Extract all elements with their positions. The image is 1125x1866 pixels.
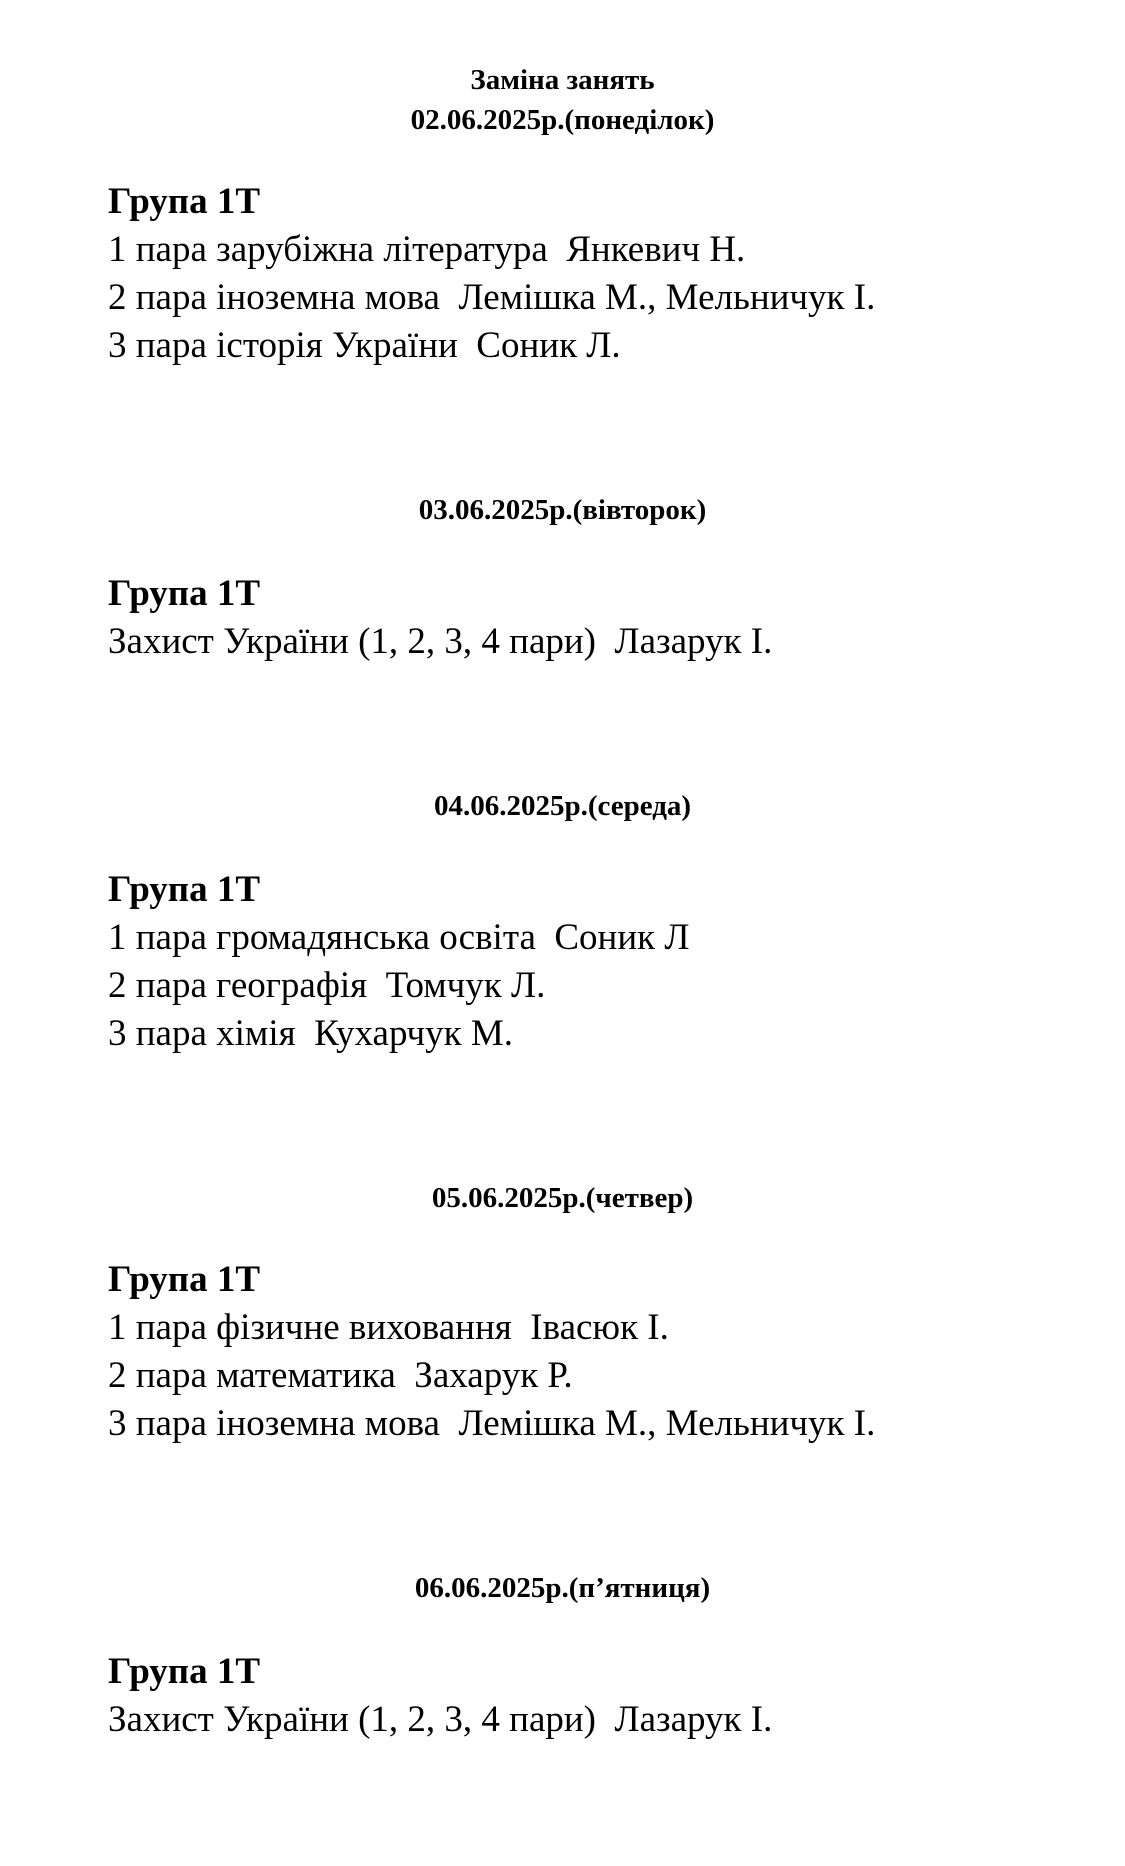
day-heading-wednesday: 04.06.2025р.(середа) [433, 790, 692, 822]
lesson-line: 3 пара історія України Соник Л. [108, 325, 621, 366]
lesson-line: Захист України (1, 2, 3, 4 пари) Лазарук І. [108, 621, 773, 662]
day-heading-tuesday: 03.06.2025р.(вівторок) [418, 494, 707, 526]
lesson-line: 2 пара іноземна мова Лемішка М., Мельничук І. [108, 277, 876, 318]
lesson-line: 1 пара громадянська освіта Соник Л [108, 917, 690, 958]
day-heading-friday: 06.06.2025р.(п’ятниця) [414, 1572, 711, 1604]
day-block-thursday [108, 1256, 1098, 1448]
day-block-wednesday [108, 866, 1098, 1058]
lesson-line: 3 пара іноземна мова Лемішка М., Мельничук І. [108, 1403, 876, 1444]
lesson-line: 1 пара фізичне виховання Івасюк І. [108, 1307, 669, 1348]
lesson-line: 2 пара математика Захарук Р. [108, 1355, 573, 1396]
lesson-line: 1 пара зарубіжна література Янкевич Н. [108, 229, 746, 270]
day-block-monday [108, 178, 1098, 370]
day-block-friday [108, 1648, 1098, 1744]
lesson-line: 2 пара географія Томчук Л. [108, 965, 546, 1006]
lesson-line: 3 пара хімія Кухарчук М. [108, 1013, 514, 1054]
document-title: Заміна занять [470, 64, 655, 96]
group-title: Група 1Т [108, 1259, 261, 1300]
group-title: Група 1Т [108, 181, 261, 222]
lesson-line: Захист України (1, 2, 3, 4 пари) Лазарук І. [108, 1699, 773, 1740]
day-heading-thursday: 05.06.2025р.(четвер) [431, 1182, 694, 1214]
group-title: Група 1Т [108, 869, 261, 910]
day-heading-monday: 02.06.2025р.(понеділок) [410, 104, 715, 136]
group-title: Група 1Т [108, 573, 261, 614]
group-title: Група 1Т [108, 1651, 261, 1692]
day-block-tuesday [108, 570, 1098, 666]
